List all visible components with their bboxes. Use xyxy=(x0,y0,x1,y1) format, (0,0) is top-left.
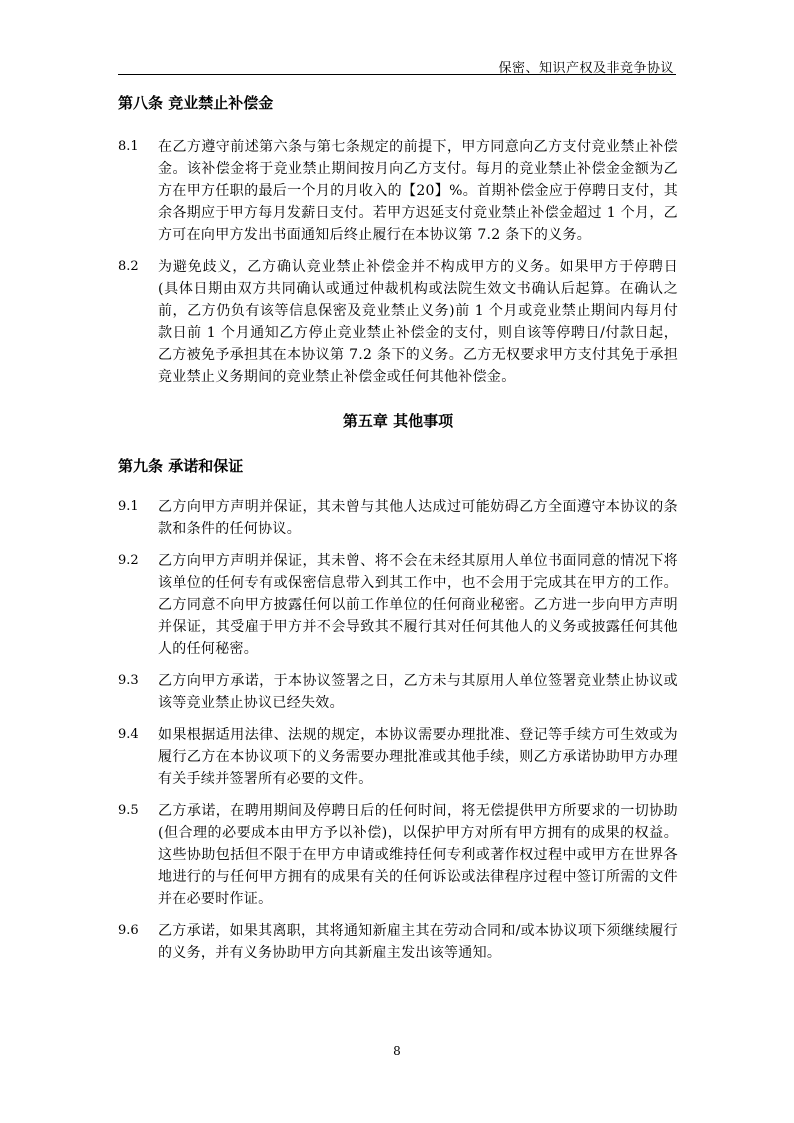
clause-text: 乙方向甲方声明并保证，其未曾与其他人达成过可能妨碍乙方全面遵守本协议的条款和条件的任何协议。 xyxy=(158,499,678,537)
clause-text: 乙方承诺，在聘用期间及停聘日后的任何时间，将无偿提供甲方所要求的一切协助(但合理的必要成本由甲方予以补偿)，以保护甲方对所有甲方拥有的成果的权益。这些协助包括但不限于在甲方申请或维持任何专利或著作权过程中或甲方在世界各地进行的与任何甲方拥有的成果有关的任何诉讼或法律程序过程中签订所需的文件并在必要时作证。 xyxy=(158,803,678,907)
clause-9-4 xyxy=(118,724,678,790)
clause-number: 8.1 xyxy=(118,139,139,154)
clause-text: 乙方向甲方承诺，于本协议签署之日，乙方未与其原用人单位签署竞业禁止协议或该等竞业禁止协议已经失效。 xyxy=(158,673,678,711)
header-divider xyxy=(118,74,676,75)
clause-9-5 xyxy=(118,800,678,910)
clause-number: 9.2 xyxy=(118,553,139,568)
page-number: 8 xyxy=(393,1044,401,1058)
clause-number: 8.2 xyxy=(118,259,139,274)
clause-text: 乙方向甲方声明并保证，其未曾、将不会在未经其原用人单位书面同意的情况下将该单位的任何专有或保密信息带入到其工作中，也不会用于完成其在甲方的工作。乙方同意不向甲方披露任何以前工作单位的任何商业秘密。乙方进一步向甲方声明并保证，其受雇于甲方并不会导致其不履行其对任何其他人的义务或披露任何其他人的任何秘密。 xyxy=(158,553,678,657)
clause-9-1 xyxy=(118,496,678,540)
clause-9-6 xyxy=(118,920,678,964)
clause-number: 9.1 xyxy=(118,499,139,514)
clause-number: 9.5 xyxy=(118,803,139,818)
clause-number: 9.6 xyxy=(118,923,139,938)
clause-8-1 xyxy=(118,136,678,246)
clause-text: 在乙方遵守前述第六条与第七条规定的前提下，甲方同意向乙方支付竞业禁止补偿金。该补偿金将于竞业禁止期间按月向乙方支付。每月的竞业禁止补偿金金额为乙方在甲方任职的最后一个月的月收入的【20】%。首期补偿金应于停聘日支付，其余各期应于甲方每月发薪日支付。若甲方迟延支付竞业禁止补偿金超过 1 个月，乙方可在向甲方发出书面通知后终止履行在本协议第 7.2 条下的义务。 xyxy=(158,139,678,243)
document-body xyxy=(118,92,678,964)
clause-8-2 xyxy=(118,256,678,388)
clause-number: 9.4 xyxy=(118,727,139,742)
clause-number: 9.3 xyxy=(118,673,139,688)
article-8-heading: 第八条 竞业禁止补偿金 xyxy=(118,94,274,112)
chapter-5-heading: 第五章 其他事项 xyxy=(342,412,454,430)
header-title: 保密、知识产权及非竞争协议 xyxy=(498,61,674,76)
clause-9-2 xyxy=(118,550,678,660)
article-9-heading: 第九条 承诺和保证 xyxy=(118,457,244,475)
clause-text: 为避免歧义，乙方确认竞业禁止补偿金并不构成甲方的义务。如果甲方于停聘日(具体日期由双方共同确认或通过仲裁机构或法院生效文书确认后起算。在确认之前，乙方仍负有该等信息保密及竞业禁止义务)前 1 个月或竞业禁止期间内每月付款日前 1 个月通知乙方停止竞业禁止补偿金的支付，则自该等停聘日/付款日起，乙方被免予承担其在本协议第 7.2 条下的义务。乙方无权要求甲方支付其免于承担竞业禁止义务期间的竞业禁止补偿金或任何其他补偿金。 xyxy=(158,259,678,385)
clause-text: 如果根据适用法律、法规的规定，本协议需要办理批准、登记等手续方可生效或为履行乙方在本协议项下的义务需要办理批准或其他手续，则乙方承诺协助甲方办理有关手续并签署所有必要的文件。 xyxy=(158,727,678,787)
clause-9-3 xyxy=(118,670,678,714)
clause-text: 乙方承诺，如果其离职，其将通知新雇主其在劳动合同和/或本协议项下须继续履行的义务，并有义务协助甲方向其新雇主发出该等通知。 xyxy=(158,923,678,961)
